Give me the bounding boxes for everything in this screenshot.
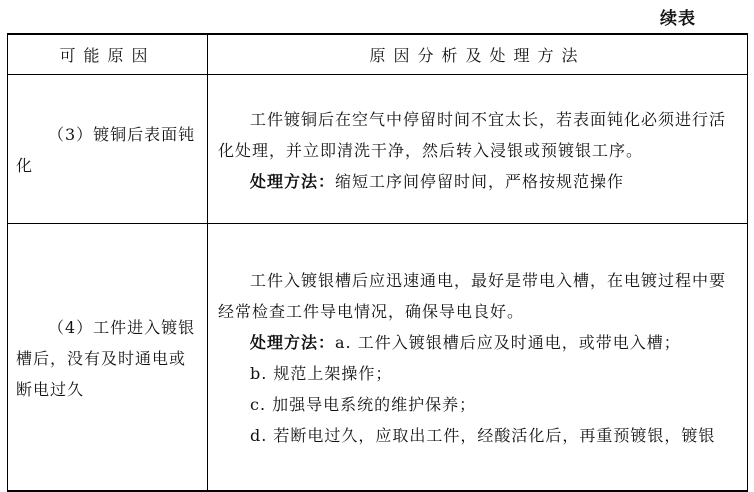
header-possible-cause: 可能原因 <box>8 34 208 75</box>
method-label: 处理方法： <box>250 171 336 191</box>
method-line <box>218 166 739 197</box>
table-row <box>8 224 748 492</box>
table-header-row <box>8 34 748 75</box>
cause-text: （3）镀铜后表面钝化 <box>16 125 196 175</box>
analysis-cell <box>208 224 748 492</box>
cause-text: （4）工件进入镀银槽后，没有及时通电或断电过久 <box>16 317 196 399</box>
header-analysis-method: 原因分析及处理方法 <box>208 34 748 75</box>
method-item: c. 加强导电系统的维护保养； <box>250 395 477 414</box>
method-text: 缩短工序间停留时间，严格按规范操作 <box>335 171 625 191</box>
method-item: d. 若断电过久，应取出工件，经酸活化后，再重预镀银，镀银 <box>250 426 716 445</box>
method-line <box>218 327 739 358</box>
method-text: a. 工件入镀银槽后应及时通电，或带电入槽； <box>335 333 681 352</box>
method-label: 处理方法： <box>250 333 336 352</box>
table-row <box>8 75 748 224</box>
analysis-paragraph: 工件镀铜后在空气中停留时间不宜太长，若表面钝化必须进行活化处理，并立即清洗干净，然后转入浸银或预镀银工序。 <box>218 109 727 160</box>
analysis-cell <box>208 75 748 224</box>
method-item: b. 规范上架操作； <box>250 364 393 383</box>
continued-label: 续表 <box>660 9 696 29</box>
cause-cell <box>8 75 208 224</box>
cause-analysis-table <box>7 33 748 492</box>
analysis-paragraph: 工件入镀银槽后应迅速通电，最好是带电入槽，在电镀过程中要经常检查工件导电情况，确保导电良好。 <box>218 271 727 321</box>
cause-cell <box>8 224 208 492</box>
